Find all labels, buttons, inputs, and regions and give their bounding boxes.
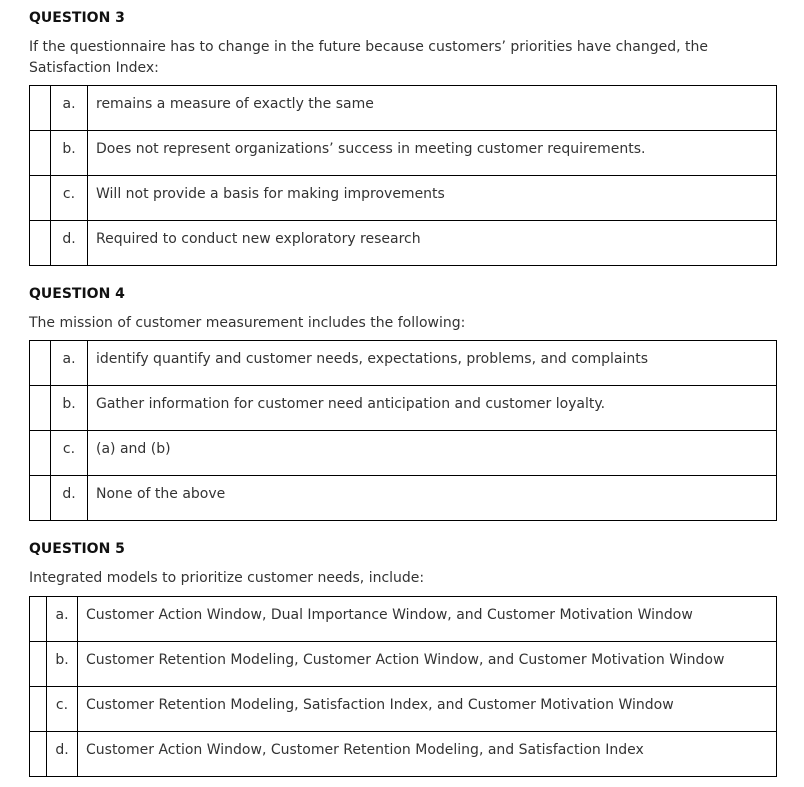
option-row[interactable] <box>30 386 777 431</box>
option-letter: b. <box>51 386 88 431</box>
option-b-radio[interactable] <box>30 642 47 687</box>
question-5 <box>29 540 424 589</box>
question-5-title: QUESTION 5 <box>29 541 125 557</box>
option-row[interactable] <box>30 597 777 642</box>
option-letter: a. <box>47 597 78 642</box>
option-text: Does not represent organizations’ success in meeting customer requirements. <box>88 131 777 176</box>
option-row[interactable] <box>30 131 777 176</box>
option-letter: c. <box>47 687 78 732</box>
option-row[interactable] <box>30 732 777 777</box>
option-text: None of the above <box>88 476 777 521</box>
option-letter: d. <box>51 476 88 521</box>
option-text: Customer Action Window, Dual Importance Window, and Customer Motivation Window <box>78 597 777 642</box>
option-row[interactable] <box>30 86 777 131</box>
option-b-radio[interactable] <box>30 131 51 176</box>
question-3-options <box>29 85 777 266</box>
option-d-radio[interactable] <box>30 221 51 266</box>
option-d-radio[interactable] <box>30 732 47 777</box>
option-row[interactable] <box>30 431 777 476</box>
question-3 <box>29 9 708 79</box>
option-row[interactable] <box>30 687 777 732</box>
option-d-radio[interactable] <box>30 476 51 521</box>
question-4 <box>29 285 465 334</box>
option-row[interactable] <box>30 176 777 221</box>
option-row[interactable] <box>30 642 777 687</box>
option-text: identify quantify and customer needs, expectations, problems, and complaints <box>88 341 777 386</box>
option-c-radio[interactable] <box>30 431 51 476</box>
option-row[interactable] <box>30 221 777 266</box>
question-5-options <box>29 596 777 777</box>
question-3-title: QUESTION 3 <box>29 10 125 26</box>
option-a-radio[interactable] <box>30 86 51 131</box>
option-letter: c. <box>51 431 88 476</box>
question-4-title: QUESTION 4 <box>29 286 125 302</box>
option-b-radio[interactable] <box>30 386 51 431</box>
option-text: Required to conduct new exploratory research <box>88 221 777 266</box>
option-c-radio[interactable] <box>30 687 47 732</box>
question-3-text-line-2: Satisfaction Index: <box>29 60 159 76</box>
option-text: Customer Action Window, Customer Retention Modeling, and Satisfaction Index <box>78 732 777 777</box>
question-4-options <box>29 340 777 521</box>
option-text: Customer Retention Modeling, Customer Action Window, and Customer Motivation Window <box>78 642 777 687</box>
option-text: remains a measure of exactly the same <box>88 86 777 131</box>
option-letter: a. <box>51 86 88 131</box>
option-letter: a. <box>51 341 88 386</box>
question-3-text-line-1: If the questionnaire has to change in the future because customers’ priorities have changed, the <box>29 39 708 55</box>
option-text: (a) and (b) <box>88 431 777 476</box>
option-letter: d. <box>47 732 78 777</box>
option-letter: c. <box>51 176 88 221</box>
option-letter: b. <box>47 642 78 687</box>
option-row[interactable] <box>30 341 777 386</box>
question-3-text <box>29 37 708 79</box>
option-text: Customer Retention Modeling, Satisfaction Index, and Customer Motivation Window <box>78 687 777 732</box>
option-text: Will not provide a basis for making improvements <box>88 176 777 221</box>
option-letter: d. <box>51 221 88 266</box>
option-a-radio[interactable] <box>30 597 47 642</box>
option-c-radio[interactable] <box>30 176 51 221</box>
question-5-text: Integrated models to prioritize customer needs, include: <box>29 570 425 586</box>
option-a-radio[interactable] <box>30 341 51 386</box>
question-4-text: The mission of customer measurement includes the following: <box>29 315 466 331</box>
option-letter: b. <box>51 131 88 176</box>
option-row[interactable] <box>30 476 777 521</box>
option-text: Gather information for customer need anticipation and customer loyalty. <box>88 386 777 431</box>
